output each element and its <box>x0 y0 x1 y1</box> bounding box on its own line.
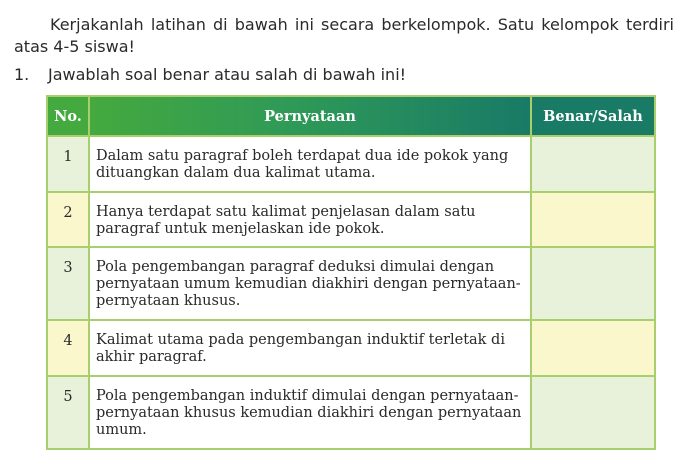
header-answer: Benar/Salah <box>531 96 655 136</box>
row-number: 5 <box>47 376 89 449</box>
row-statement: Pola pengembangan paragraf deduksi dimulai dengan pernyataan umum kemudian diakhiri dengan pernyataan-pernyataan khusus. <box>89 247 531 320</box>
row-statement: Dalam satu paragraf boleh terdapat dua ide pokok yang dituangkan dalam dua kalimat utama. <box>89 136 531 192</box>
header-statement: Pernyataan <box>89 96 531 136</box>
question-1 <box>14 64 654 86</box>
row-number: 4 <box>47 320 89 376</box>
row-number: 1 <box>47 136 89 192</box>
row-number: 3 <box>47 247 89 320</box>
answer-cell[interactable] <box>531 247 655 320</box>
table-row <box>47 247 655 320</box>
instruction-text: Kerjakanlah latihan di bawah ini secara berkelompok. Satu kelompok terdiri atas 4-5 siswa! <box>14 15 674 56</box>
header-no: No. <box>47 96 89 136</box>
table-row <box>47 320 655 376</box>
answer-cell[interactable] <box>531 192 655 247</box>
answer-cell[interactable] <box>531 136 655 192</box>
true-false-table <box>46 95 656 450</box>
answer-cell[interactable] <box>531 320 655 376</box>
question-number: 1. <box>14 65 30 84</box>
row-statement: Pola pengembangan induktif dimulai dengan pernyataan-pernyataan khusus kemudian diakhiri dengan pernyataan umum. <box>89 376 531 449</box>
row-statement: Hanya terdapat satu kalimat penjelasan dalam satu paragraf untuk menjelaskan ide pokok. <box>89 192 531 247</box>
question-text: Jawablah soal benar atau salah di bawah ini! <box>48 65 407 84</box>
table-row <box>47 192 655 247</box>
row-number: 2 <box>47 192 89 247</box>
answer-cell[interactable] <box>531 376 655 449</box>
table-header-row <box>47 96 655 136</box>
table-row <box>47 376 655 449</box>
row-statement: Kalimat utama pada pengembangan induktif terletak di akhir paragraf. <box>89 320 531 376</box>
table-row <box>47 136 655 192</box>
